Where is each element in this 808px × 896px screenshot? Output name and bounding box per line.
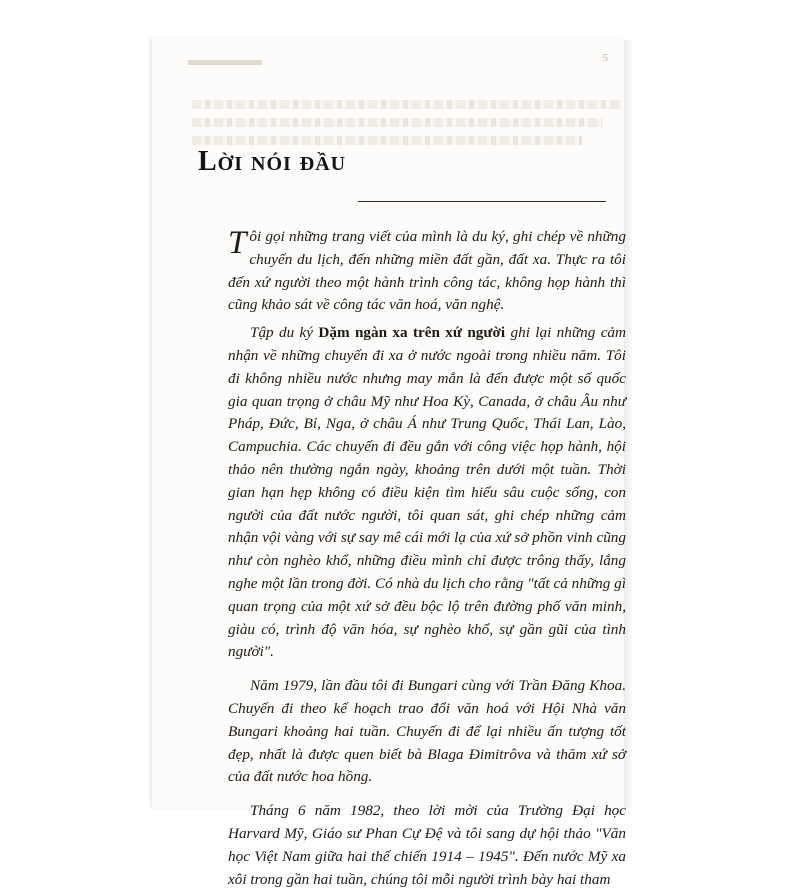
chapter-heading [198,146,346,178]
show-through-text [192,100,622,109]
heading-title: Lời nói đầu [198,146,347,177]
paragraph-2-text: ghi lại những cảm nhận về những chuyến đi xa ở nước ngoài trong nhiều năm. Tôi đi không nhiều nước nhưng may mắn là đến được một số quốc gia quan trọng ở châu Mỹ như Hoa Kỳ, Canada, ở châu Âu như Pháp, Đức, Bỉ, Nga, ở châu Á như Trung Quốc, Thái Lan, Lào, Campuchia. Các chuyến đi đều gắn với công việc họp hành, hội thảo nên thường ngắn ngày, khoảng trên dưới một tuần. Thời gian hạn hẹp không có điều kiện tìm hiểu sâu cuộc sống, con người của đất nước người, tôi quan sát, ghi chép những cảm nhận vội vàng với sự say mê cái mới lạ của xứ sở phồn vinh cũng như còn nghèo khổ, những điều mình chỉ được trông thấy, lắng nghe một lần trong đời. Có nhà du lịch cho rằng "tất cả những gì quan trọng của một xứ sở đều bộc lộ trên đường phố văn minh, giàu có, trình độ văn hóa, sự nghèo khổ, sự gần gũi của tình người". [228,324,626,661]
book-title: Dặm ngàn xa trên xứ người [318,324,506,342]
page-number: 5 [602,52,608,64]
show-through-text [192,136,582,145]
paragraph-2 [228,322,626,664]
paragraph-2-lead: Tập du ký [250,324,319,342]
paragraph-4: Tháng 6 năm 1982, theo lời mời của Trường Đại học Harvard Mỹ, Giáo sư Phan Cự Đệ và tôi sang dự hội thảo "Văn học Việt Nam giữa hai thế chiến 1914 – 1945". Đến nước Mỹ xa xôi trong gần hai tuần, chúng tôi mỗi người trình bày hai tham [228,802,626,888]
paragraph-1 [228,226,626,317]
heading-rule [358,201,606,202]
paragraph-3: Năm 1979, lần đầu tôi đi Bungari cùng với Trần Đăng Khoa. Chuyến đi theo kế hoạch trao đổi văn hoá với Hội Nhà văn Bungari khoảng hai tuần. Chuyến đi để lại nhiều ấn tượng tốt đẹp, nhất là được quen biết bà Blaga Đimitrôva và thăm xứ sở của đất nước hoa hồng. [228,677,626,786]
running-head [188,52,608,66]
book-page [152,38,626,888]
drop-cap: T [228,225,247,261]
paragraph-1-text: ôi gọi những trang viết của mình là du ký, ghi chép về những chuyến du lịch, đến những miền đất gần, đất xa. Thực ra tôi đến xứ người theo một hành trình công tác, không họp hành thì cũng khảo sát về công tác văn hoá, văn nghệ. [228,228,626,314]
running-head-bar [188,60,262,65]
show-through-text [192,118,602,127]
body-text [228,226,626,896]
